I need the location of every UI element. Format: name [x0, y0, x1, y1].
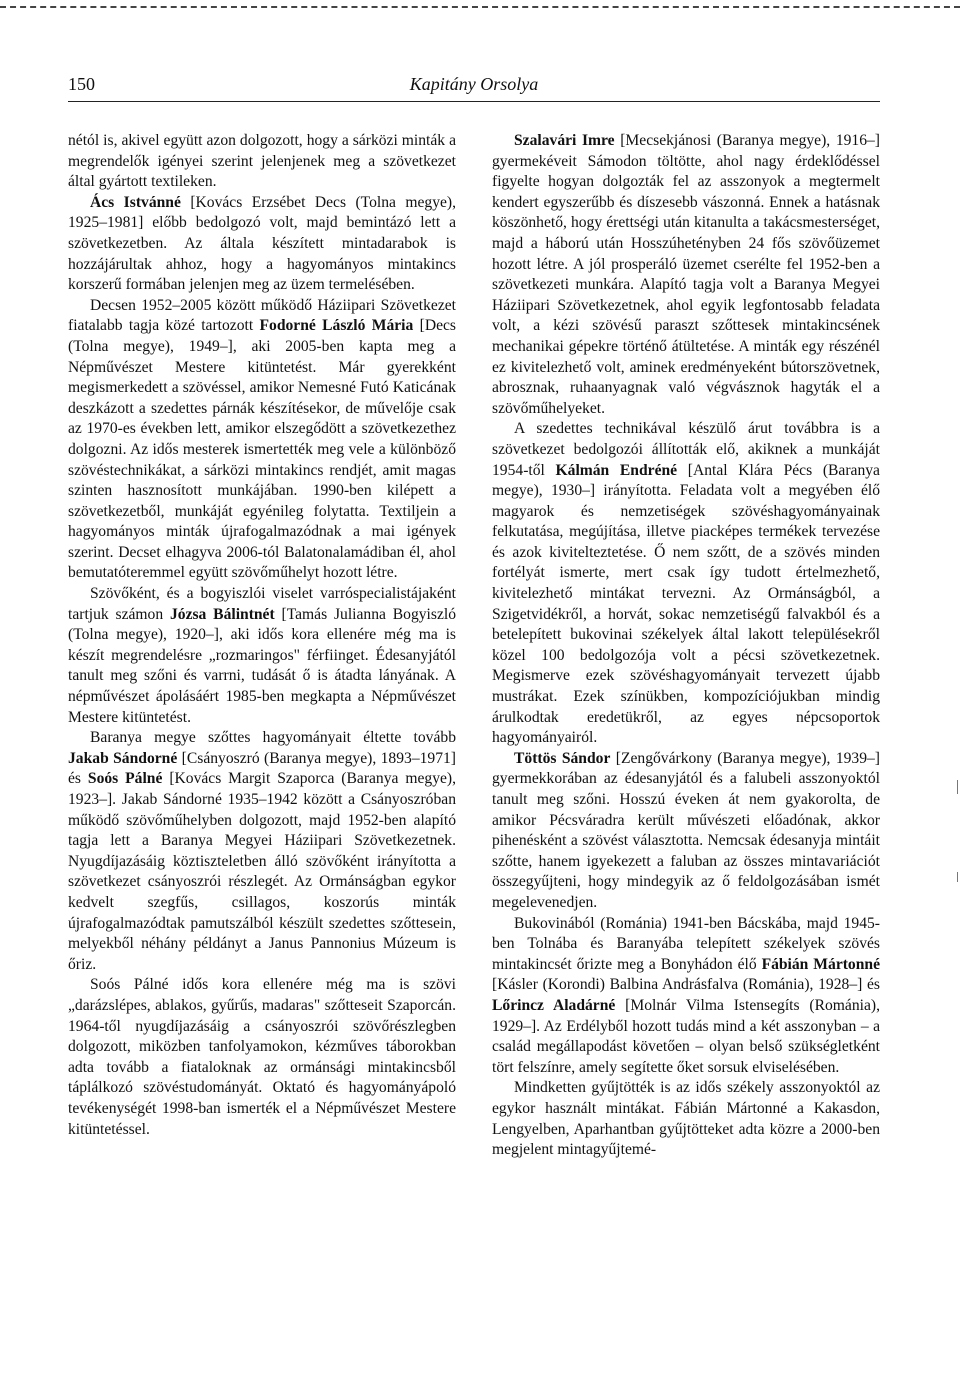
person-name: Fodorné László Mária	[259, 317, 414, 335]
person-name: Szalavári Imre	[514, 132, 615, 149]
person-name: Lőrincz Aladárné	[492, 996, 616, 1014]
scan-edge-mark	[957, 780, 958, 794]
paragraph: Bukovinából (Románia) 1941-ben Bácskába, majd 1945-ben Tolnába és Baranyába telepített székelyek szövés mintakincsét őrizte meg a Bonyhádon élő Fábián Mártonné [Kásler (Korondi) Balbina Andrásfalva (Románia), 1928–] és Lőrincz Aladárné [Molnár Vilma Istensegíts (Románia), 1929–]. Az Erdélyből hozott tudás mind a két asszonyban – a család megállapodást követően – olyan belső szükségletként tört felszínre, amely segítette őket sorsuk elviselésében.	[492, 914, 880, 1076]
paragraph: A szedettes technikával készülő árut továbbra is a szövetkezet bedolgozói állították elő, akiknek a munkáját 1954-től Kálmán Endréné [Antal Klára Pécs (Baranya megye), 1930–] irányította. Feladata volt a megyében élő magyarok és nemzetiségek szövéshagyományainak felkutatása, megújítása, illetve piacképes termékek tervezése és azok kivitelteztetése. Ő nem szőtt, de a szövés minden fortélyát ismerte, mert csak így tudott értelmezhető, kivitelezhető mintákat tervezni. Az Ormánságból, a Szigetvidékről, a horvát, sokac nemzetiségű falvakból és a betelepített bukovinai székelyek által lakott településekről közel 100 bedolgozója volt a pécsi szövetkezetnek. Megismerve ezek szövéshagyományait tervezett újabb mustrákat. Ezek színükben, kompozíciójukban mindig árulkodtak eredetükről, az egyes népcsoportok hagyományairól.	[492, 420, 880, 747]
right-column	[492, 131, 880, 1161]
scan-edge-mark	[957, 872, 958, 882]
paragraph: nétól is, akivel együtt azon dolgozott, hogy a sárközi minták a megrendelők igényei szerint jelenjenek meg a szövetkezet által gyártott textileken.	[68, 132, 456, 191]
paragraph: Ács Istvánné [Kovács Erzsébet Decs (Tolna megye), 1925–1981] előbb bedolgozó volt, majd bemintázó lett a szövetkezetben. Az általa készített mintadarabok is hozzájárultak ahhoz, hogy a hagyományos mintakincs korszerű formában jelenjen meg az üzem termelésében.	[68, 193, 457, 294]
paragraph: Soós Pálné idős kora ellenére még ma is szövi „darázslépes, ablakos, gyűrűs, madaras" szőtteseit Szaporcán. 1964-től nyugdíjazásáig a csányoszrói szövőrészlegben dolgozott, miközben tanfolyamokon, kézműves táborokban adta tovább a fiataloknak az ormánsági mintakincsből táplálkozó szövéstudományát. Oktató és hagyományápoló tevékenységét 1998-ban ismerték el a Népművészet Mestere kitüntetéssel.	[68, 976, 456, 1138]
paragraph: Mindketten gyűjtötték is az idős székely asszonyoktól az egykor használt mintákat. Fábián Mártonné a Kakasdon, Lengyelben, Aparhantban gyűjtötteket adta közre a 2000-ben megjelent mintagyűjtemé-	[492, 1079, 880, 1159]
person-name: Józsa Bálintnét	[169, 605, 275, 623]
person-name: Ács Istvánné	[90, 193, 181, 211]
paragraph: Töttös Sándor [Zengővárkony (Baranya megye), 1939–] gyermekkorában az édesanyjától és a falubeli asszonyoktól tanult meg szőni. Hosszú éveken át nem gyakorolta, de amikor Pécsváradra került művészeti előadónak, akkor pihenésként a szövést választotta. Nemcsak édesanyja mintáit szőtte, hanem igyekezett a faluban az összes mintavariációt összegyűjteni, hogy mindegyik az ő feldolgozásában ismét megelevenedjen.	[492, 749, 881, 911]
person-name: Töttös Sándor	[514, 749, 611, 767]
paragraph: Szalavári Imre [Mecsekjánosi (Baranya megye), 1916–] gyermekéveit Sámodon töltötte, ahol nagy érdeklődéssel figyelte hogyan dolgozták fel az asszonyok a megtermelt kendert egyszerűbb és díszesebb vászonná. Ennek a hatásnak köszönhető, hogy érettségi után kitanulta a takácsmesterséget, majd a háború után Hosszúhetényben 24 fős szövőüzemet hozott létre. A jól prosperáló üzemet cserélte fel 1952-ben a szövetkezeti munkára. Alapító tagja volt a Baranya Megyei Háziipari Szövetkezetnek, ahol egyik legfontosabb feladata volt, a kézi szövésű paraszt szőttesek mintakincsének mechanikai gépekre történő átültetése. A minták egy részénél ez kivitelezhető volt, aminek eredményeként bútorszövetnek, abrosznak, ruhaanyagnak való végvásznok hagyták el a szövőműhelyeket.	[492, 132, 880, 417]
scan-edge-line	[0, 6, 960, 8]
page-header	[68, 74, 880, 100]
page-number: 150	[68, 74, 95, 94]
paragraph: Szövőként, és a bogyiszlói viselet varróspecialistájaként tartjuk számon Józsa Bálintnét [Tamás Julianna Bogyiszló (Tolna megye), 1920–], aki idős kora ellenére még ma is készít megrendelésre „rozmaringos" férfiinget. Édesanyjától tanult meg szőni és varrni, tudását ő is átadta lányának. A népművészet ápolásáért 1985-ben megkapta a Népművészet Mestere kitüntetést.	[68, 585, 457, 726]
running-head: Kapitány Orsolya	[409, 74, 539, 94]
person-name: Kálmán Endréné	[555, 461, 678, 479]
header-rule	[68, 101, 880, 102]
paragraph: Decsen 1952–2005 között működő Háziipari Szövetkezet fiatalabb tagja közé tartozott Fodorné László Mária [Decs (Tolna megye), 1949–], aki 2005-ben kapta meg a Népművészet Mestere kitüntetést. Már gyerekként megismerkedett a szövéssel, amikor Nemesné Futó Katicának deszkázott a szedettes párnák készítésekor, de művelője csak az 1970-es években lett, amikor elszegődött a szövetkezethez dolgozni. Az idős mesterek ismertették meg vele a különböző szövéstechnikákat, a sárközi mintakincs rendjét, amit magas szinten hasznosított munkájában. 1990-ben kilépett a szövetkezetből, munkáját egyénileg folytatta. Textiljein a hagyományos minták újrafogalmazódnak a mai igények szerint. Decset elhagyva 2006-tól Balatonalamádiban él, ahol bemutatóteremmel együtt szövőműhelyt hozott létre.	[68, 296, 456, 582]
person-name: Fábián Mártonné	[761, 955, 880, 973]
paragraph: Baranya megye szőttes hagyományait éltette tovább Jakab Sándorné [Csányoszró (Baranya megye), 1893–1971] és Soós Pálné [Kovács Margit Szaporca (Baranya megye), 1923–]. Jakab Sándorné 1935–1942 között a Csányoszróban működő szövőműhelyben dolgozott, majd 1952-ben alapító tagja lett a Baranya Megyei Háziipari Szövetkezetnek. Nyugdíjazásáig köztiszteletben álló szövőként irányította a szövetkezet csányoszrói részlegét. Az Ormánságban egykor kedvelt szegfűs, csillagos, koszorús minták újrafogalmazódtak pamutszálból készült szedettes szőttesein, melyekből néhány példányt a Janus Pannonius Múzeum is őriz.	[68, 729, 457, 973]
left-column	[68, 131, 456, 1140]
person-name: Soós Pálné	[87, 770, 163, 788]
person-name: Jakab Sándorné	[68, 749, 178, 767]
